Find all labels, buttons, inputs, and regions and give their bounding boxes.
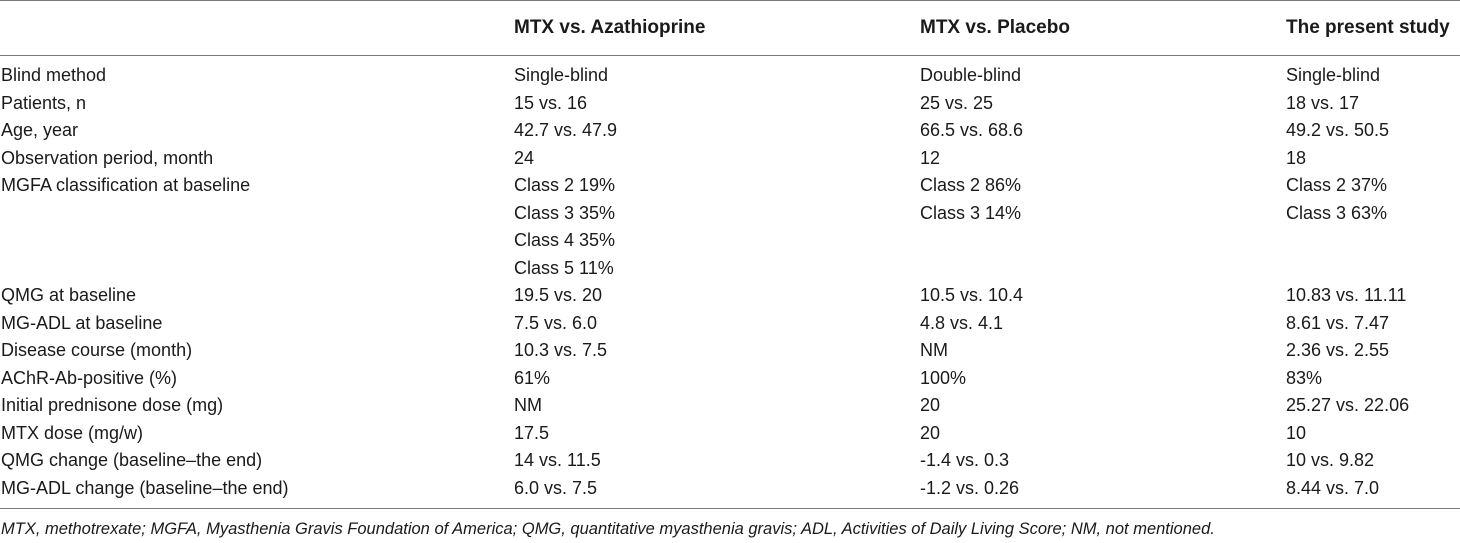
table-cell: 25.27 vs. 22.06 [1286,395,1410,415]
table-cell: 8.44 vs. 7.0 [1286,477,1380,498]
table-cell: 8.61 vs. 7.47 [1286,312,1390,333]
table-cell: 25 vs. 25 [920,92,994,113]
table-bottom-rule [0,508,1460,509]
table-cell: 42.7 vs. 47.9 [514,120,618,140]
row-label: MG-ADL at baseline [1,312,163,333]
header-mtx-vs-placebo: MTX vs. Placebo [920,17,1070,38]
table-cell: 10.5 vs. 10.4 [920,285,1024,305]
table-cell: Single-blind [514,65,609,85]
row-label: Age, year [1,120,79,140]
table-cell: 10.83 vs. 11.11 [1286,285,1407,305]
table-cell: 19.5 vs. 20 [514,285,603,305]
row-label: Patients, n [1,92,87,113]
table-cell: 20 [920,422,941,443]
table-cell: Class 2 37% Class 3 63% [1286,175,1388,223]
table-cell: 10 [1286,422,1307,443]
table-cell: 100% [920,367,967,388]
table-cell: 49.2 vs. 50.5 [1286,120,1390,140]
table-cell: Double-blind [920,65,1022,85]
table-cell: 6.0 vs. 7.5 [514,477,598,498]
header-rule [0,55,1460,56]
table-footnote: MTX, methotrexate; MGFA, Myasthenia Gravis Foundation of America; QMG, quantitative myasthenia gravis; ADL, Activities of Daily Living Score; NM, not mentioned. [1,520,1215,538]
table-cell: NM [920,340,948,360]
table-top-rule [0,0,1460,1]
table-cell: 24 [514,147,535,168]
row-label: Disease course (month) [1,340,193,360]
row-label: MG-ADL change (baseline–the end) [1,477,289,498]
header-mtx-vs-azathioprine: MTX vs. Azathioprine [514,17,706,38]
row-label: Initial prednisone dose (mg) [1,395,224,415]
table-cell: 18 [1286,147,1307,168]
row-label: QMG at baseline [1,285,137,305]
table-cell: -1.4 vs. 0.3 [920,450,1010,470]
table-cell: 18 vs. 17 [1286,92,1360,113]
header-present-study: The present study [1286,17,1450,38]
row-label: Observation period, month [1,147,214,168]
table-cell: 12 [920,147,941,168]
table-cell: NM [514,395,542,415]
table-cell: 61% [514,367,551,388]
table-cell: -1.2 vs. 0.26 [920,477,1020,498]
table-cell: 4.8 vs. 4.1 [920,312,1004,333]
row-label: Blind method [1,65,107,85]
table-cell: 66.5 vs. 68.6 [920,120,1024,140]
table-cell: 15 vs. 16 [514,92,588,113]
row-label: AChR-Ab-positive (%) [1,367,178,388]
table-cell: 10 vs. 9.82 [1286,450,1375,470]
table-cell: 2.36 vs. 2.55 [1286,340,1390,360]
table-cell: 7.5 vs. 6.0 [514,312,598,333]
row-label: QMG change (baseline–the end) [1,450,263,470]
table-cell: Class 2 19% Class 3 35% Class 4 35% Class 5 11% [514,175,616,278]
table-cell: Single-blind [1286,65,1381,85]
table-cell: 83% [1286,367,1323,388]
table-cell: Class 2 86% Class 3 14% [920,175,1022,223]
row-label: MTX dose (mg/w) [1,422,144,443]
table-cell: 10.3 vs. 7.5 [514,340,608,360]
table-cell: 14 vs. 11.5 [514,450,601,470]
table-cell: 20 [920,395,941,415]
table-cell: 17.5 [514,422,550,443]
row-label: MGFA classification at baseline [1,175,251,195]
